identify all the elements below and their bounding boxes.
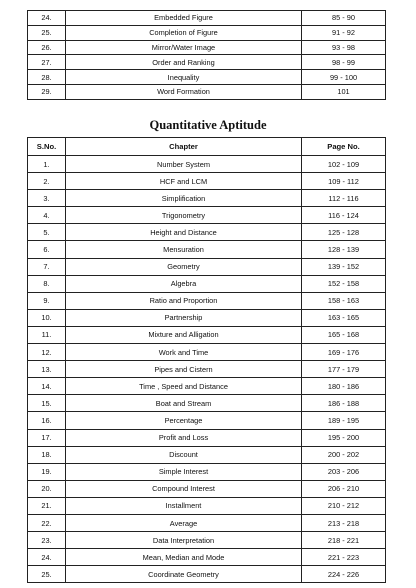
- table-row: [28, 395, 386, 412]
- table-row: [28, 190, 386, 207]
- serial-number-cell: 11.: [28, 326, 66, 343]
- serial-number-cell: 15.: [28, 395, 66, 412]
- serial-number-cell: 6.: [28, 241, 66, 258]
- chapter-name-cell: Inequality: [66, 70, 302, 85]
- serial-number-cell: 18.: [28, 446, 66, 463]
- chapter-name-cell: Number System: [66, 156, 302, 173]
- page-range-cell: 101: [302, 84, 386, 99]
- serial-number-cell: 21.: [28, 497, 66, 514]
- table-row: [28, 344, 386, 361]
- page-range-cell: 221 - 223: [302, 549, 386, 566]
- chapter-name-cell: Mensuration: [66, 241, 302, 258]
- chapter-name-cell: Mirror/Water Image: [66, 40, 302, 55]
- chapter-name-cell: HCF and LCM: [66, 173, 302, 190]
- chapter-name-cell: Partnership: [66, 309, 302, 326]
- serial-number-cell: 5.: [28, 224, 66, 241]
- table-row: [28, 207, 386, 224]
- page-range-cell: 165 - 168: [302, 326, 386, 343]
- table-row: [28, 70, 386, 85]
- page-range-cell: 218 - 221: [302, 532, 386, 549]
- table-row: [28, 480, 386, 497]
- serial-number-cell: 24.: [28, 11, 66, 26]
- serial-number-cell: 7.: [28, 258, 66, 275]
- page-range-cell: 200 - 202: [302, 446, 386, 463]
- page-range-cell: 85 - 90: [302, 11, 386, 26]
- serial-number-cell: 23.: [28, 532, 66, 549]
- page-range-cell: 112 - 116: [302, 190, 386, 207]
- table-row: [28, 412, 386, 429]
- chapter-name-cell: Simplification: [66, 190, 302, 207]
- table-row: [28, 292, 386, 309]
- page-range-cell: 128 - 139: [302, 241, 386, 258]
- serial-number-cell: 13.: [28, 361, 66, 378]
- reasoning-contents-table: [27, 10, 386, 100]
- chapter-name-cell: Time , Speed and Distance: [66, 378, 302, 395]
- chapter-name-cell: Average: [66, 514, 302, 531]
- page-range-cell: 139 - 152: [302, 258, 386, 275]
- page-range-cell: 195 - 200: [302, 429, 386, 446]
- page-range-cell: 116 - 124: [302, 207, 386, 224]
- chapter-name-cell: Height and Distance: [66, 224, 302, 241]
- page-range-cell: 189 - 195: [302, 412, 386, 429]
- table-row: [28, 40, 386, 55]
- chapter-name-cell: Trigonometry: [66, 207, 302, 224]
- page-range-cell: 152 - 158: [302, 275, 386, 292]
- table-row: [28, 446, 386, 463]
- serial-number-cell: 1.: [28, 156, 66, 173]
- chapter-name-cell: Order and Ranking: [66, 55, 302, 70]
- chapter-name-cell: Algebra: [66, 275, 302, 292]
- table-row: [28, 55, 386, 70]
- chapter-name-cell: Mean, Median and Mode: [66, 549, 302, 566]
- page-range-cell: 158 - 163: [302, 292, 386, 309]
- column-header-page: Page No.: [302, 138, 386, 156]
- chapter-name-cell: Work and Time: [66, 344, 302, 361]
- chapter-name-cell: Simple Interest: [66, 463, 302, 480]
- table-header-row: [28, 138, 386, 156]
- table-row: [28, 25, 386, 40]
- page-range-cell: 109 - 112: [302, 173, 386, 190]
- serial-number-cell: 9.: [28, 292, 66, 309]
- chapter-name-cell: Pipes and Cistern: [66, 361, 302, 378]
- chapter-name-cell: Geometry: [66, 258, 302, 275]
- column-header-chapter: Chapter: [66, 138, 302, 156]
- section-title: Quantitative Aptitude: [149, 118, 267, 132]
- page-range-cell: 210 - 212: [302, 497, 386, 514]
- chapter-name-cell: Embedded Figure: [66, 11, 302, 26]
- chapter-name-cell: Data Interpretation: [66, 532, 302, 549]
- chapter-name-cell: Coordinate Geometry: [66, 566, 302, 583]
- page-range-cell: 224 - 226: [302, 566, 386, 583]
- page-range-cell: 203 - 206: [302, 463, 386, 480]
- page-range-cell: 169 - 176: [302, 344, 386, 361]
- serial-number-cell: 19.: [28, 463, 66, 480]
- serial-number-cell: 16.: [28, 412, 66, 429]
- serial-number-cell: 27.: [28, 55, 66, 70]
- page-range-cell: 125 - 128: [302, 224, 386, 241]
- page-range-cell: 163 - 165: [302, 309, 386, 326]
- serial-number-cell: 22.: [28, 514, 66, 531]
- serial-number-cell: 28.: [28, 70, 66, 85]
- table-row: [28, 11, 386, 26]
- chapter-name-cell: Boat and Stream: [66, 395, 302, 412]
- serial-number-cell: 20.: [28, 480, 66, 497]
- chapter-name-cell: Percentage: [66, 412, 302, 429]
- table-row: [28, 566, 386, 583]
- chapter-name-cell: Completion of Figure: [66, 25, 302, 40]
- page-range-cell: 93 - 98: [302, 40, 386, 55]
- table-row: [28, 326, 386, 343]
- page-range-cell: 99 - 100: [302, 70, 386, 85]
- table-row: [28, 275, 386, 292]
- serial-number-cell: 3.: [28, 190, 66, 207]
- table-row: [28, 514, 386, 531]
- chapter-name-cell: Discount: [66, 446, 302, 463]
- serial-number-cell: 25.: [28, 25, 66, 40]
- serial-number-cell: 12.: [28, 344, 66, 361]
- table-row: [28, 532, 386, 549]
- quantitative-aptitude-table: [27, 137, 386, 583]
- page-range-cell: 186 - 188: [302, 395, 386, 412]
- table-row: [28, 378, 386, 395]
- page-range-cell: 102 - 109: [302, 156, 386, 173]
- chapter-name-cell: Compound Interest: [66, 480, 302, 497]
- table-row: [28, 549, 386, 566]
- serial-number-cell: 8.: [28, 275, 66, 292]
- page-range-cell: 98 - 99: [302, 55, 386, 70]
- table-row: [28, 361, 386, 378]
- table-row: [28, 173, 386, 190]
- chapter-name-cell: Profit and Loss: [66, 429, 302, 446]
- serial-number-cell: 26.: [28, 40, 66, 55]
- column-header-sno: S.No.: [28, 138, 66, 156]
- serial-number-cell: 4.: [28, 207, 66, 224]
- page-range-cell: 91 - 92: [302, 25, 386, 40]
- serial-number-cell: 29.: [28, 84, 66, 99]
- serial-number-cell: 2.: [28, 173, 66, 190]
- table-row: [28, 258, 386, 275]
- table-row: [28, 156, 386, 173]
- serial-number-cell: 24.: [28, 549, 66, 566]
- serial-number-cell: 10.: [28, 309, 66, 326]
- page-range-cell: 180 - 186: [302, 378, 386, 395]
- table-row: [28, 463, 386, 480]
- page-range-cell: 206 - 210: [302, 480, 386, 497]
- chapter-name-cell: Mixture and Alligation: [66, 326, 302, 343]
- page-range-cell: 213 - 218: [302, 514, 386, 531]
- serial-number-cell: 25.: [28, 566, 66, 583]
- chapter-name-cell: Installment: [66, 497, 302, 514]
- table-row: [28, 309, 386, 326]
- table-row: [28, 497, 386, 514]
- chapter-name-cell: Word Formation: [66, 84, 302, 99]
- table-row: [28, 241, 386, 258]
- table-row: [28, 224, 386, 241]
- serial-number-cell: 14.: [28, 378, 66, 395]
- table-row: [28, 84, 386, 99]
- chapter-name-cell: Ratio and Proportion: [66, 292, 302, 309]
- table-row: [28, 429, 386, 446]
- serial-number-cell: 17.: [28, 429, 66, 446]
- page-range-cell: 177 - 179: [302, 361, 386, 378]
